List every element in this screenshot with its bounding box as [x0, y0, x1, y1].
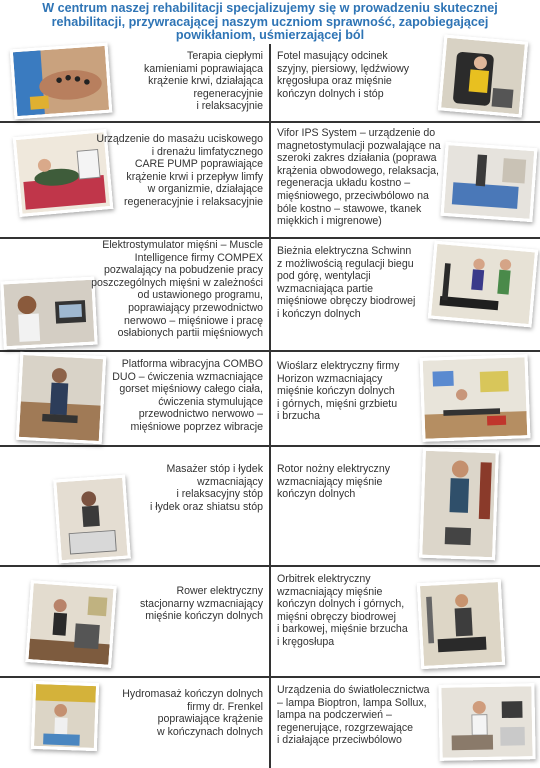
equipment-description: Vifor IPS System – urządzenie do magnetostymulacji pozwalające na szeroki zakres działania (poprawa krążenia obwodowego, relaksacja, regeneracja układu kostno – mięśniowego, przeciwbólowo na bóle kostno – stawowe, tkanek miękkich i migrenowe) — [277, 127, 441, 228]
equipment-description: Orbitrek elektryczny wzmacniający mięśnie kończyn dolnych i górnych, mięśni obręczy biodrowej i barkowej, mięśnie brzucha i kręgosłupa — [277, 573, 408, 648]
foot-rotor-photo — [419, 448, 499, 561]
equipment-cell-vibration-platform — [0, 352, 269, 445]
title-line: W centrum naszej rehabilitacji specjalizujemy się w prowadzeniu skutecznej — [42, 1, 498, 15]
equipment-cell-massage-chair — [271, 44, 540, 121]
equipment-description: Urządzenie do masażu uciskowego i drenażu limfatycznego CARE PUMP poprawiające krążenie krwi i przepływ limfy w organizmie, działające regeneracyjnie i relaksacyjnie — [96, 133, 263, 208]
equipment-row — [0, 123, 540, 237]
equipment-cell-vifor-ips — [271, 123, 540, 237]
treadmill-photo — [428, 241, 538, 328]
equipment-description: Urządzenia do światłolecznictwa – lampa Bioptron, lampa Sollux, lampa na podczerwień – regenerujące, rozgrzewające i działające przeciwbólowo — [277, 684, 430, 747]
elliptical-photo — [417, 579, 505, 669]
equipment-cell-hot-stones — [0, 44, 269, 121]
equipment-row — [0, 447, 540, 565]
vibration-platform-photo — [16, 352, 106, 444]
equipment-cell-foot-massager — [0, 447, 269, 565]
equipment-description: Bieżnia elektryczna Schwinn z możliwością regulacji biegu pod górę, wentylacji wzmacniająca partie mięśniowe obręczy biodrowej i kończyn dolnych — [277, 245, 416, 320]
equipment-row — [0, 44, 540, 121]
equipment-description: Fotel masujący odcinek szyjny, piersiowy, lędźwiowy kręgosłupa oraz mięśnie kończyn dolnych i stóp — [277, 50, 410, 100]
equipment-description: Hydromasaż kończyn dolnych firmy dr. Frenkel poprawiające krążenie w kończynach dolnych — [122, 688, 263, 738]
rower-photo — [420, 354, 531, 442]
vifor-ips-photo — [441, 142, 538, 222]
title-line: rehabilitacji, przywracającej naszym uczniom sprawność, zapobiegającej — [51, 14, 489, 29]
foot-massager-photo — [53, 475, 131, 564]
equipment-row — [0, 567, 540, 676]
light-therapy-photo — [438, 683, 535, 761]
equipment-cell-treadmill — [271, 239, 540, 350]
equipment-description: Wioślarz elektryczny firmy Horizon wzmacniający mięśnie kończyn dolnych i górnych, mięśni grzbietu i brzucha — [277, 360, 400, 423]
massage-chair-photo — [438, 34, 528, 117]
equipment-cell-hydromassage — [0, 678, 269, 768]
equipment-description: Elektrostymulator mięśni – Muscle Intelligence firmy COMPEX pozwalający na pobudzenie pracy poszczególnych mięśni w zależności od ustawionego programu, poprawiający przewodnictwo nerwowo – mięśniowe i pracę osłabionych partii mięśniowych — [91, 239, 263, 340]
equipment-row — [0, 678, 540, 768]
therapy-photo — [10, 43, 113, 120]
equipment-description: Terapia ciepłymi kamieniami poprawiająca krążenie krwi, działająca regeneracyjnie i relaksacyjnie — [144, 50, 263, 113]
equipment-row — [0, 352, 540, 445]
equipment-description: Platforma wibracyjna COMBO DUO – ćwiczenia wzmacniające gorset mięśniowy całego ciała, ćwiczenia stymulujące przewodnictwo nerwowo – mięśniowe poprzez wibracje — [112, 358, 263, 433]
compex-photo — [0, 277, 97, 350]
stationary-bike-photo — [25, 580, 117, 668]
equipment-cell-rower — [271, 352, 540, 445]
equipment-cell-stationary-bike — [0, 567, 269, 676]
equipment-description: Rower elektryczny stacjonarny wzmacniający mięśnie kończyn dolnych — [139, 585, 263, 623]
equipment-grid — [0, 44, 540, 768]
equipment-cell-elliptical — [271, 567, 540, 676]
equipment-row — [0, 239, 540, 350]
hydromassage-photo — [31, 681, 99, 751]
title-line: powikłaniom, uśmierzającej ból — [175, 28, 365, 43]
equipment-cell-compex — [0, 239, 269, 350]
equipment-description: Masażer stóp i łydek wzmacniający i relaksacyjny stóp i łydek oraz shiatsu stóp — [149, 463, 263, 513]
equipment-cell-foot-rotor — [271, 447, 540, 565]
equipment-cell-light-therapy — [271, 678, 540, 768]
equipment-description: Rotor nożny elektryczny wzmacniający mięśnie kończyn dolnych — [277, 463, 391, 501]
equipment-cell-care-pump — [0, 123, 269, 237]
